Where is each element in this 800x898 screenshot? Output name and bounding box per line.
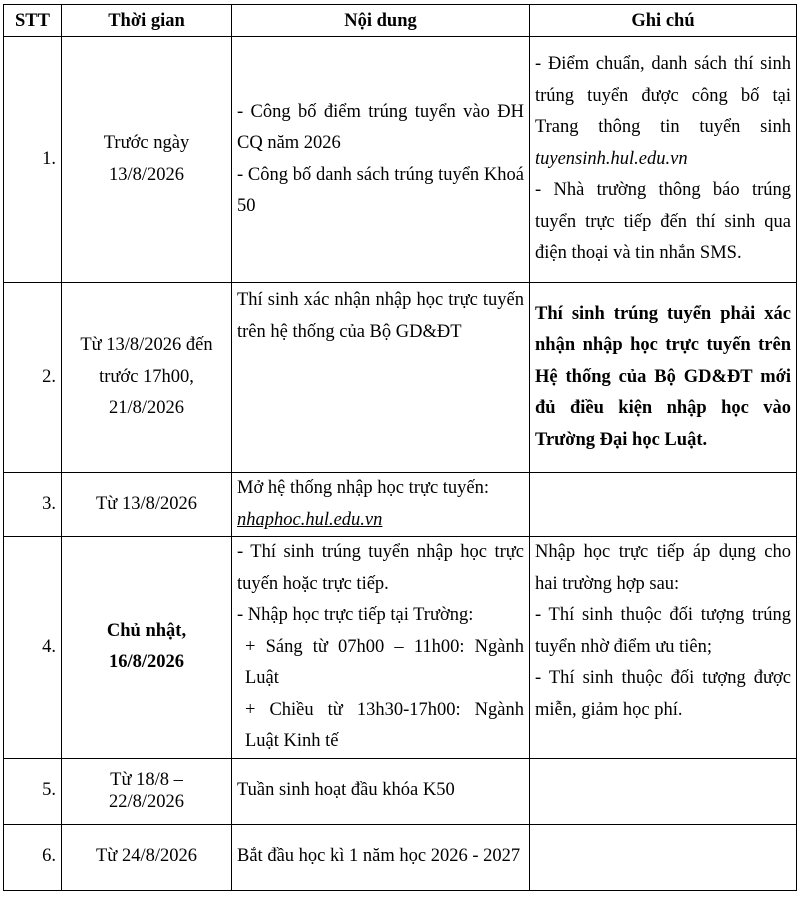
row-4-note-item-2: - Thí sinh thuộc đối tượng trúng tuyển nhờ điểm ưu tiên; [535,605,791,657]
row-4-content-item-1: - Thí sinh trúng tuyển nhập học trực tuyến hoặc trực tiếp. [237,542,524,594]
row-5-note [530,758,797,824]
row-5-content: Tuần sinh hoạt đầu khóa K50 [232,758,530,824]
row-4-note-item-3: - Thí sinh thuộc đối tượng được miễn, giảm học phí. [535,668,791,720]
row-1-time-line-1: Trước ngày [103,133,190,153]
row-1-note-item-2: - Nhà trường thông báo trúng tuyển trực tiếp đến thí sinh qua điện thoại và tin nhắn SMS. [535,180,791,264]
admission-schedule-table [3,4,797,891]
row-1-content-item-1: - Công bố điểm trúng tuyển vào ĐH CQ năm 2026 [237,101,524,153]
row-3-content-text: Mở hệ thống nhập học trực tuyến: [237,478,490,498]
row-1-content [232,37,530,283]
row-4-time [62,537,232,759]
row-3-note [530,473,797,537]
table-row [4,758,797,824]
table-row [4,824,797,890]
row-5-time-line-1: Từ 18/8 – [110,770,183,790]
row-2-note: Thí sinh trúng tuyển phải xác nhận nhập học trực tuyến trên Hệ thống của Bộ GD&ĐT mới đủ điều kiện nhập học vào Trường Đại học Luật. [530,283,797,473]
row-5-time [62,758,232,824]
header-stt: STT [4,5,62,37]
row-4-note [530,537,797,759]
row-1-note [530,37,797,283]
row-2-time [62,283,232,473]
row-4-note-item-1: Nhập học trực tiếp áp dụng cho hai trường hợp sau: [535,542,791,594]
row-1-stt: 1. [4,37,62,283]
nhaphoc-link[interactable]: nhaphoc.hul.edu.vn [237,509,383,530]
row-1-content-item-2: - Công bố danh sách trúng tuyển Khoá 50 [237,164,524,216]
row-4-time-line-2: 16/8/2026 [108,652,185,673]
row-6-time: Từ 24/8/2026 [62,824,232,890]
row-6-content: Bắt đầu học kì 1 năm học 2026 - 2027 [232,824,530,890]
row-6-note [530,824,797,890]
tuyensinh-link[interactable]: tuyensinh.hul.edu.vn [535,148,688,169]
row-4-stt: 4. [4,537,62,759]
table-row [4,473,797,537]
row-2-stt: 2. [4,283,62,473]
row-4-time-line-1: Chủ nhật, [106,620,187,641]
table-row [4,283,797,473]
row-2-content: Thí sinh xác nhận nhập học trực tuyến trên hệ thống của Bộ GD&ĐT [232,283,530,473]
row-4-content [232,537,530,759]
header-time: Thời gian [62,5,232,37]
row-6-stt: 6. [4,824,62,890]
row-5-time-line-2: 22/8/2026 [108,792,185,812]
row-3-stt: 3. [4,473,62,537]
row-2-time-line-2: trước 17h00, [99,366,194,387]
table-row [4,37,797,283]
row-1-time [62,37,232,283]
row-1-time-line-2: 13/8/2026 [108,164,185,185]
row-3-content [232,473,530,537]
table-row [4,537,797,759]
header-note: Ghi chú [530,5,797,37]
row-4-content-item-4: + Chiều từ 13h30-17h00: Ngành Luật Kinh tế [245,699,524,751]
row-2-time-line-3: 21/8/2026 [108,398,185,419]
row-5-stt: 5. [4,758,62,824]
row-1-note-item-1 [535,49,791,175]
row-1-note-text: - Điểm chuẩn, danh sách thí sinh trúng tuyển được công bố tại Trang thông tin tuyển sinh [535,54,791,138]
table-header-row [4,5,797,37]
row-4-content-item-2: - Nhập học trực tiếp tại Trường: [237,605,474,625]
row-2-time-line-1: Từ 13/8/2026 đến [80,335,213,356]
row-3-time: Từ 13/8/2026 [62,473,232,537]
header-content: Nội dung [232,5,530,37]
row-4-content-item-3: + Sáng từ 07h00 – 11h00: Ngành Luật [245,636,524,688]
